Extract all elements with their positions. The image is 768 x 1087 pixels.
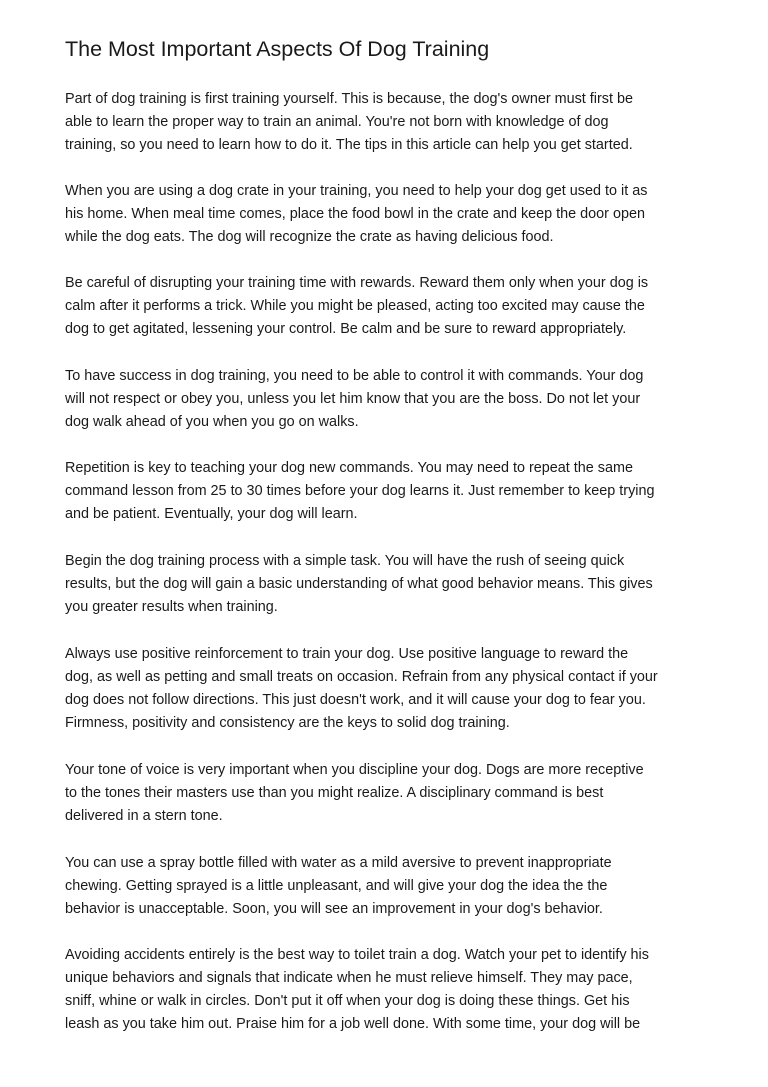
text-line: You can use a spray bottle filled with water as a mild aversive to prevent inappropriate — [65, 855, 612, 871]
paragraph — [65, 88, 633, 157]
text-line: dog walk ahead of you when you go on walks. — [65, 414, 359, 430]
text-line: To have success in dog training, you need to be able to control it with commands. Your dog — [65, 368, 644, 384]
text-line: to the tones their masters use than you might realize. A disciplinary command is best — [65, 785, 604, 801]
text-line: his home. When meal time comes, place the food bowl in the crate and keep the door open — [65, 206, 645, 222]
text-line: you greater results when training. — [65, 599, 278, 615]
text-line: leash as you take him out. Praise him for a job well done. With some time, your dog will be — [65, 1016, 641, 1032]
paragraph — [65, 643, 658, 735]
text-line: dog, as well as petting and small treats on occasion. Refrain from any physical contact if your — [65, 669, 658, 685]
text-line: while the dog eats. The dog will recognize the crate as having delicious food. — [65, 229, 554, 245]
text-line: Your tone of voice is very important when you discipline your dog. Dogs are more receptive — [65, 762, 644, 778]
text-line: Repetition is key to teaching your dog new commands. You may need to repeat the same — [65, 460, 633, 476]
text-line: and be patient. Eventually, your dog will learn. — [65, 506, 358, 522]
text-line: dog to get agitated, lessening your control. Be calm and be sure to reward appropriately. — [65, 321, 627, 337]
text-line: unique behaviors and signals that indicate when he must relieve himself. They may pace, — [65, 970, 633, 986]
text-line: Avoiding accidents entirely is the best way to toilet train a dog. Watch your pet to identify his — [65, 947, 649, 963]
text-line: Begin the dog training process with a simple task. You will have the rush of seeing quick — [65, 553, 625, 569]
paragraph — [65, 759, 644, 828]
text-line: results, but the dog will gain a basic understanding of what good behavior means. This gives — [65, 576, 653, 592]
text-line: When you are using a dog crate in your training, you need to help your dog get used to it as — [65, 183, 648, 199]
text-line: will not respect or obey you, unless you let him know that you are the boss. Do not let your — [65, 391, 641, 407]
text-line: Firmness, positivity and consistency are the keys to solid dog training. — [65, 715, 510, 731]
document-title: The Most Important Aspects Of Dog Training — [65, 37, 490, 61]
text-line: calm after it performs a trick. While you might be pleased, acting too excited may cause the — [65, 298, 645, 314]
paragraph — [65, 550, 653, 619]
text-line: Be careful of disrupting your training time with rewards. Reward them only when your dog is — [65, 275, 649, 291]
text-line: chewing. Getting sprayed is a little unpleasant, and will give your dog the idea the the — [65, 878, 608, 894]
text-line: sniff, whine or walk in circles. Don't put it off when your dog is doing these things. Get his — [65, 993, 630, 1009]
paragraph — [65, 457, 655, 526]
text-line: behavior is unacceptable. Soon, you will see an improvement in your dog's behavior. — [65, 901, 603, 917]
text-line: training, so you need to learn how to do it. The tips in this article can help you get started. — [65, 137, 633, 153]
paragraph — [65, 944, 649, 1036]
text-line: delivered in a stern tone. — [65, 808, 223, 824]
text-line: command lesson from 25 to 30 times before your dog learns it. Just remember to keep trying — [65, 483, 655, 499]
paragraph — [65, 365, 643, 434]
paragraph — [65, 852, 612, 921]
text-line: dog does not follow directions. This just doesn't work, and it will cause your dog to fear you. — [65, 692, 646, 708]
text-line: Always use positive reinforcement to train your dog. Use positive language to reward the — [65, 646, 629, 662]
paragraph — [65, 272, 648, 341]
text-line: Part of dog training is first training yourself. This is because, the dog's owner must first be — [65, 91, 633, 107]
paragraph — [65, 180, 647, 249]
text-line: able to learn the proper way to train an animal. You're not born with knowledge of dog — [65, 114, 609, 130]
